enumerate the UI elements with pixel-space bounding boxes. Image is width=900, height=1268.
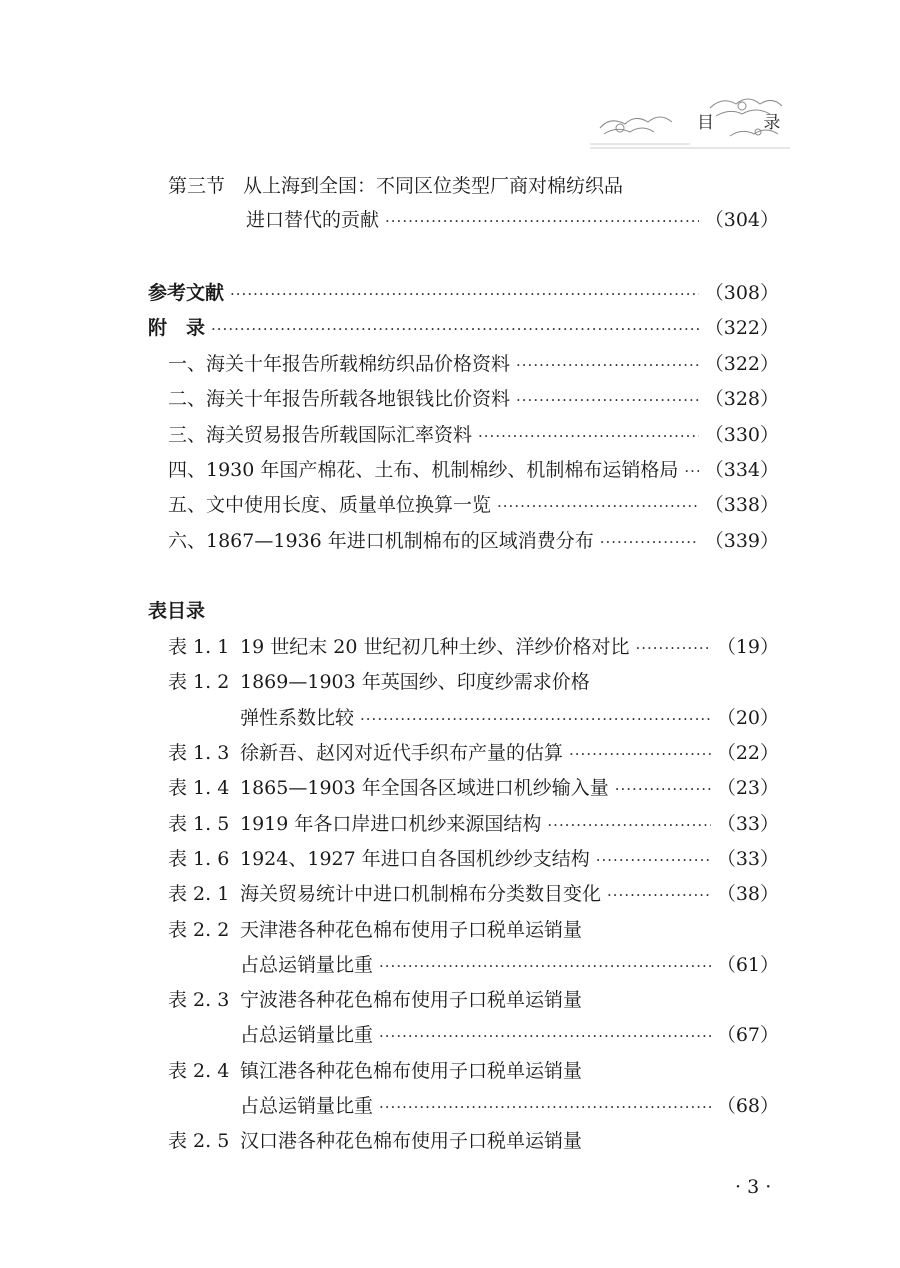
leader-dots (230, 281, 699, 307)
toc-text: 从上海到全国：不同区位类型厂商对棉纺织品 (243, 175, 624, 197)
leader-dots (684, 458, 698, 484)
toc-entry-table[interactable] (168, 1128, 779, 1154)
toc-text: 附 录 (148, 317, 206, 339)
toc-text: 1869—1903 年英国纱、印度纱需求价格 (240, 671, 590, 693)
toc-page: （322） (704, 317, 779, 339)
toc-page: （67） (716, 1024, 779, 1046)
toc-entry-appendix[interactable] (148, 315, 779, 342)
toc-entry-appendix-item[interactable] (168, 351, 779, 378)
toc-label: 表 1. 4 (168, 777, 230, 799)
toc-page: （308） (704, 282, 779, 304)
toc-text: 镇江港各种花色棉布使用子口税单运销量 (240, 1060, 583, 1082)
toc-text: 天津港各种花色棉布使用子口税单运销量 (240, 919, 583, 941)
toc-entry-table[interactable] (168, 1058, 779, 1084)
toc-page: （33） (716, 813, 779, 835)
toc-page: （19） (716, 636, 779, 658)
toc-text: 二、海关十年报告所载各地银钱比价资料 (168, 388, 511, 410)
toc-label: 表 2. 2 (168, 919, 230, 941)
toc-entry-appendix-item[interactable] (168, 528, 779, 555)
toc-page: （339） (704, 530, 779, 552)
toc-page: （38） (716, 883, 779, 905)
leader-dots (547, 812, 710, 838)
toc-text: 占总运销量比重 (240, 1024, 374, 1046)
leader-dots (379, 1023, 711, 1049)
toc-text: 1865—1903 年全国各区域进口机纱输入量 (240, 777, 609, 799)
toc-page: （304） (704, 209, 779, 231)
toc-text: 徐新吾、赵冈对近代手织布产量的估算 (240, 742, 564, 764)
leader-dots (379, 953, 711, 979)
toc-page: （22） (716, 742, 779, 764)
toc-entry-table[interactable] (168, 917, 779, 943)
toc-page: （23） (716, 777, 779, 799)
leader-dots (516, 352, 699, 378)
leader-dots (615, 776, 711, 802)
leader-dots (360, 706, 711, 732)
toc-text: 海关贸易统计中进口机制棉布分类数目变化 (240, 883, 602, 905)
leader-dots (607, 882, 711, 908)
toc-entry-table[interactable] (168, 881, 779, 908)
toc-entry-table[interactable] (168, 811, 779, 838)
toc-entry-appendix-item[interactable] (168, 386, 779, 413)
toc-label: 表 2. 4 (168, 1060, 230, 1082)
toc-page: （330） (704, 424, 779, 446)
toc-label: 表 1. 6 (168, 848, 230, 870)
toc-label: 表 2. 1 (168, 883, 230, 905)
leader-dots (478, 423, 699, 449)
toc-label: 表 1. 3 (168, 742, 230, 764)
toc-entry-appendix-item[interactable] (168, 457, 779, 484)
leader-dots (211, 316, 699, 342)
toc-entry-table[interactable] (168, 740, 779, 767)
toc-entry-table-cont[interactable] (240, 705, 779, 732)
toc-entry-table-cont[interactable] (240, 1022, 779, 1049)
leader-dots (385, 208, 699, 234)
leader-dots (569, 741, 711, 767)
toc-text: 四、1930 年国产棉花、土布、机制棉纱、机制棉布运销格局 (168, 459, 679, 481)
toc-text: 占总运销量比重 (240, 954, 374, 976)
toc-entry-table[interactable] (168, 775, 779, 802)
toc-text: 进口替代的贡献 (246, 209, 380, 231)
toc-page: （61） (716, 954, 779, 976)
toc-entry-references[interactable] (148, 280, 779, 307)
toc-label: 表 2. 3 (168, 989, 230, 1011)
toc-text: 一、海关十年报告所载棉纺织品价格资料 (168, 353, 511, 375)
toc-text: 1919 年各口岸进口机纱来源国结构 (240, 813, 542, 835)
toc-text: 汉口港各种花色棉布使用子口税单运销量 (240, 1130, 583, 1152)
toc-page: （334） (704, 459, 779, 481)
toc-page: （20） (716, 707, 779, 729)
toc-entry-appendix-item[interactable] (168, 492, 779, 519)
toc-text: 三、海关贸易报告所载国际汇率资料 (168, 424, 473, 446)
toc-entry-appendix-item[interactable] (168, 422, 779, 449)
toc-page: （33） (716, 848, 779, 870)
toc-entry-section3[interactable] (168, 173, 623, 199)
page-number: · 3 · (735, 1176, 772, 1198)
toc-text: 1924、1927 年进口自各国机纱纱支结构 (240, 848, 590, 870)
tables-heading: 表目录 (148, 600, 206, 622)
toc-label: 表 1. 1 (168, 636, 230, 658)
toc-text: 参考文献 (148, 282, 225, 304)
leader-dots (600, 529, 699, 555)
leader-dots (596, 847, 711, 873)
toc-text: 弹性系数比较 (240, 707, 355, 729)
running-header-title: 目 录 (697, 113, 803, 133)
toc-page: （328） (704, 388, 779, 410)
toc-text: 五、文中使用长度、质量单位换算一览 (168, 494, 492, 516)
toc-entry-table[interactable] (168, 634, 779, 661)
toc-label: 第三节 (168, 175, 226, 197)
toc-page: （322） (704, 353, 779, 375)
leader-dots (516, 387, 699, 413)
toc-text: 六、1867—1936 年进口机制棉布的区域消费分布 (168, 530, 594, 552)
leader-dots (379, 1094, 711, 1120)
toc-page: （68） (716, 1095, 779, 1117)
toc-label: 表 1. 5 (168, 813, 230, 835)
toc-entry-table[interactable] (168, 669, 779, 695)
toc-text: 占总运销量比重 (240, 1095, 374, 1117)
toc-text: 宁波港各种花色棉布使用子口税单运销量 (240, 989, 583, 1011)
leader-dots (497, 493, 699, 519)
toc-entry-table-cont[interactable] (240, 1093, 779, 1120)
toc-text: 19 世纪末 20 世纪初几种土纱、洋纱价格对比 (240, 636, 630, 658)
toc-page: （338） (704, 494, 779, 516)
toc-label: 表 1. 2 (168, 671, 230, 693)
toc-entry-table[interactable] (168, 846, 779, 873)
toc-entry-table-cont[interactable] (240, 952, 779, 979)
toc-label: 表 2. 5 (168, 1130, 230, 1152)
leader-dots (635, 635, 710, 661)
toc-entry-table[interactable] (168, 987, 779, 1013)
toc-entry-section3-cont[interactable] (246, 207, 779, 234)
